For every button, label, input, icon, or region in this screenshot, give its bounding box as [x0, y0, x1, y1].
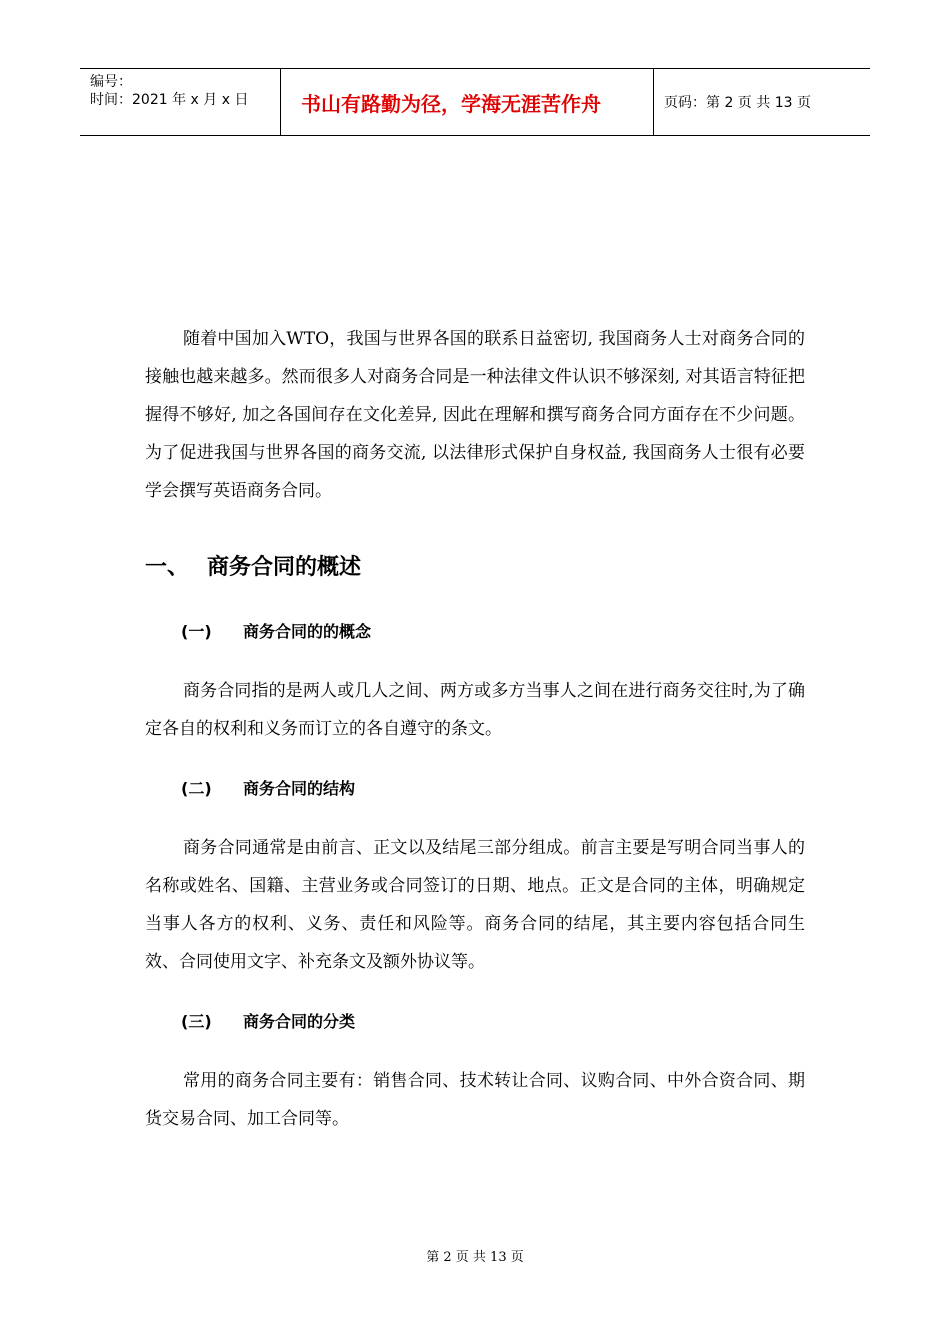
- subsection-paragraph: 商务合同指的是两人或几人之间、两方或多方当事人之间在进行商务交往时,为了确定各自的权利和义务而订立的各自遵守的条文。: [145, 681, 805, 739]
- subsection-paragraph: 常用的商务合同主要有：销售合同、技术转让合同、议购合同、中外合资合同、期货交易合同、加工合同等。: [145, 1071, 805, 1129]
- header-page-number: 页码：第 2 页 共 13 页: [664, 95, 811, 111]
- header-motto: 书山有路勤为径，学海无涯苦作舟: [281, 69, 654, 135]
- subsection-title: 商务合同的结构: [243, 779, 356, 798]
- time-label: 时间：2021 年 x 月 x 日: [90, 92, 249, 108]
- subsection-number: (一): [181, 622, 212, 641]
- section-title: 商务合同的概述: [207, 555, 362, 580]
- section-heading: [145, 550, 805, 581]
- number-label: 编号：: [90, 74, 132, 90]
- section-number: 一、: [145, 555, 190, 580]
- subsection-paragraph: 商务合同通常是由前言、正文以及结尾三部分组成。前言主要是写明合同当事人的名称或姓名、国籍、主营业务或合同签订的日期、地点。正文是合同的主体，明确规定当事人各方的权利、义务、责任和风险等。商务合同的结尾，其主要内容包括合同生效、合同使用文字、补充条文及额外协议等。: [145, 838, 805, 972]
- page-footer: 第 2 页 共 13 页: [426, 1250, 524, 1265]
- subsection-title: 商务合同的分类: [243, 1012, 356, 1031]
- subsection-heading: [181, 619, 805, 642]
- document-body: [145, 320, 805, 1138]
- header-meta: [80, 69, 281, 135]
- page-header: [80, 68, 870, 136]
- subsection-number: (三): [181, 1012, 212, 1031]
- subsection-title: 商务合同的的概念: [243, 622, 372, 641]
- subsection-heading: [181, 1009, 805, 1032]
- intro-paragraph: 随着中国加入WTO，我国与世界各国的联系日益密切, 我国商务人士对商务合同的接触也越来越多。然而很多人对商务合同是一种法律文件认识不够深刻, 对其语言特征把握得不够好, 加之各国间存在文化差异, 因此在理解和撰写商务合同方面存在不少问题。为了促进我国与世界各国的商务交流, 以法律形式保护自身权益, 我国商务人士很有必要学会撰写英语商务合同。: [145, 329, 805, 501]
- subsection-number: (二): [181, 779, 212, 798]
- subsection-heading: [181, 776, 805, 799]
